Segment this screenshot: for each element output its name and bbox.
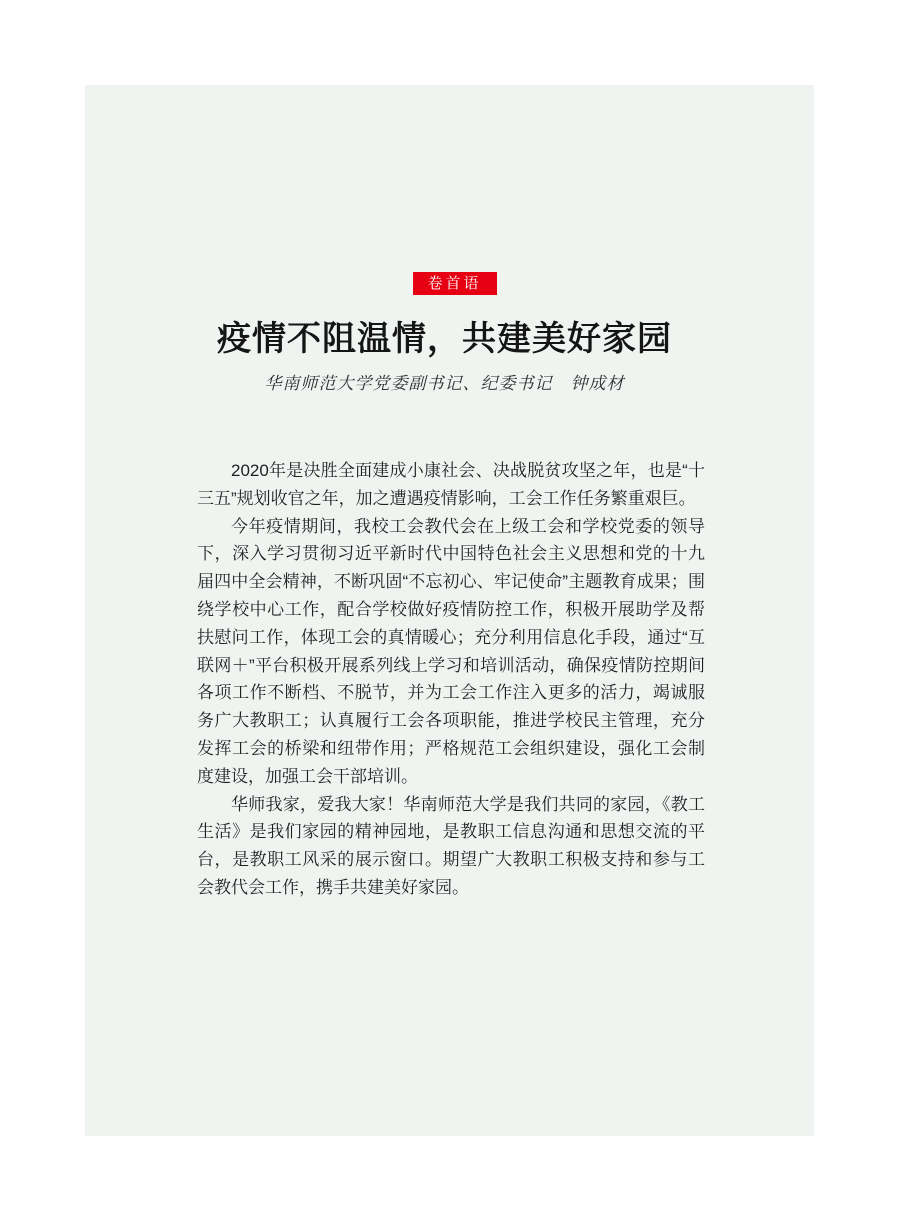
article-body — [197, 457, 705, 902]
section-badge: 卷首语 — [413, 272, 497, 295]
article-title: 疫情不阻温情，共建美好家园 — [217, 320, 672, 358]
body-paragraph-2: 今年疫情期间，我校工会教代会在上级工会和学校党委的领导下，深入学习贯彻习近平新时代中国特色社会主义思想和党的十九届四中全会精神，不断巩固“不忘初心、牢记使命”主题教育成果；围绕学校中心工作，配合学校做好疫情防控工作，积极开展助学及帮扶慰问工作，体现工会的真情暖心；充分利用信息化手段，通过“互联网＋”平台积极开展系列线上学习和培训活动，确保疫情防控期间各项工作不断档、不脱节，并为工会工作注入更多的活力，竭诚服务广大教职工；认真履行工会各项职能，推进学校民主管理，充分发挥工会的桥梁和纽带作用；严格规范工会组织建设，强化工会制度建设，加强工会干部培训。 — [197, 516, 705, 786]
body-paragraph-1: 2020年是决胜全面建成小康社会、决战脱贫攻坚之年，也是“十三五”规划收官之年，加之遭遇疫情影响，工会工作任务繁重艰巨。 — [197, 461, 705, 508]
body-paragraph-3: 华师我家，爱我大家！华南师范大学是我们共同的家园，《教工生活》是我们家园的精神园地，是教职工信息沟通和思想交流的平台，是教职工风采的展示窗口。期望广大教职工积极支持和参与工会教代会工作，携手共建美好家园。 — [197, 794, 705, 897]
author-byline: 华南师范大学党委副书记、纪委书记 钟成材 — [264, 374, 625, 393]
magazine-page — [85, 85, 814, 1136]
